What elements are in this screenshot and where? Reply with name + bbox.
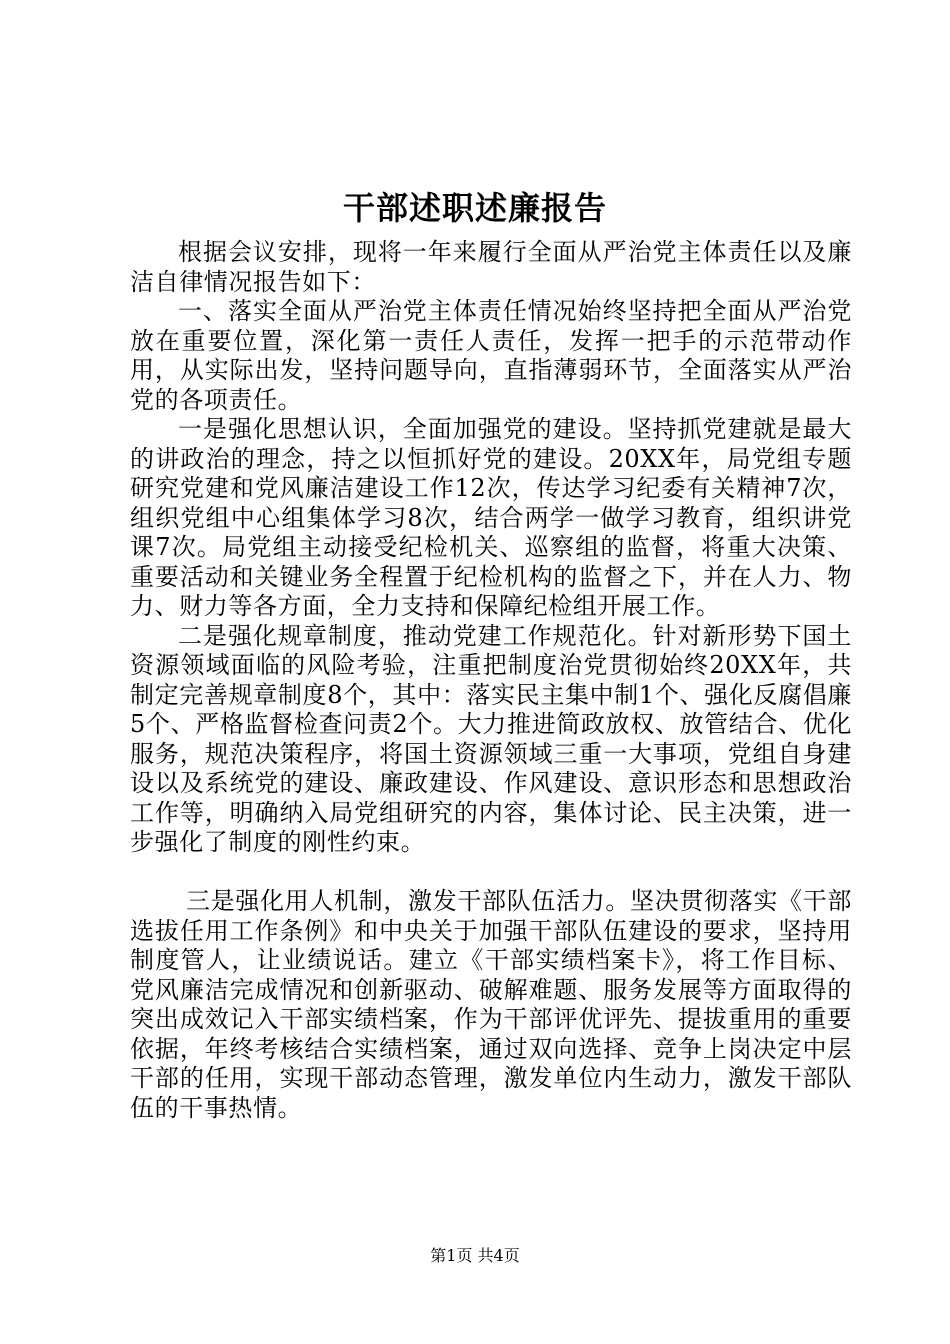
- paragraph-section-one: 一、落实全面从严治党主体责任情况始终坚持把全面从严治党放在重要位置，深化第一责任人责任，发挥一把手的示范带动作用，从实际出发，坚持问题导向，直指薄弱环节，全面落实从严治党的各项责任。: [130, 297, 852, 414]
- paragraph-intro: 根据会议安排，现将一年来履行全面从严治党主体责任以及廉洁自律情况报告如下：: [130, 238, 852, 296]
- paragraph-point-one: 一是强化思想认识，全面加强党的建设。坚持抓党建就是最大的讲政治的理念，持之以恒抓好党的建设。20XX年，局党组专题研究党建和党风廉洁建设工作12次，传达学习纪委有关精神7次，组织党组中心组集体学习8次，结合两学一做学习教育，组织讲党课7次。局党组主动接受纪检机关、巡察组的监督，将重大决策、重要活动和关键业务全程置于纪检机构的监督之下，并在人力、物力、财力等各方面，全力支持和保障纪检组开展工作。: [130, 415, 852, 620]
- page-number-footer: 第1页 共4页: [430, 1246, 520, 1265]
- paragraph-point-three: 三是强化用人机制，激发干部队伍活力。坚决贯彻落实《干部选拔任用工作条例》和中央关于加强干部队伍建设的要求，坚持用制度管人，让业绩说话。建立《干部实绩档案卡》，将工作目标、党风廉洁完成情况和创新驱动、破解难题、服务发展等方面取得的突出成效记入干部实绩档案，作为干部评优评先、提拔重用的重要依据，年终考核结合实绩档案，通过双向选择、竞争上岗决定中层干部的任用，实现干部动态管理，激发单位内生动力，激发干部队伍的干事热情。: [130, 887, 852, 1122]
- document-body: [130, 238, 852, 1123]
- document-title: 干部述职述廉报告: [342, 189, 607, 227]
- paragraph-point-two: 二是强化规章制度，推动党建工作规范化。针对新形势下国土资源领域面临的风险考验，注重把制度治党贯彻始终20XX年，共制定完善规章制度8个，其中：落实民主集中制1个、强化反腐倡廉5个、严格监督检查问责2个。大力推进简政放权、放管结合、优化服务，规范决策程序，将国土资源领域三重一大事项，党组自身建设以及系统党的建设、廉政建设、作风建设、意识形态和思想政治工作等，明确纳入局党组研究的内容，集体讨论、民主决策，进一步强化了制度的刚性约束。: [130, 621, 852, 856]
